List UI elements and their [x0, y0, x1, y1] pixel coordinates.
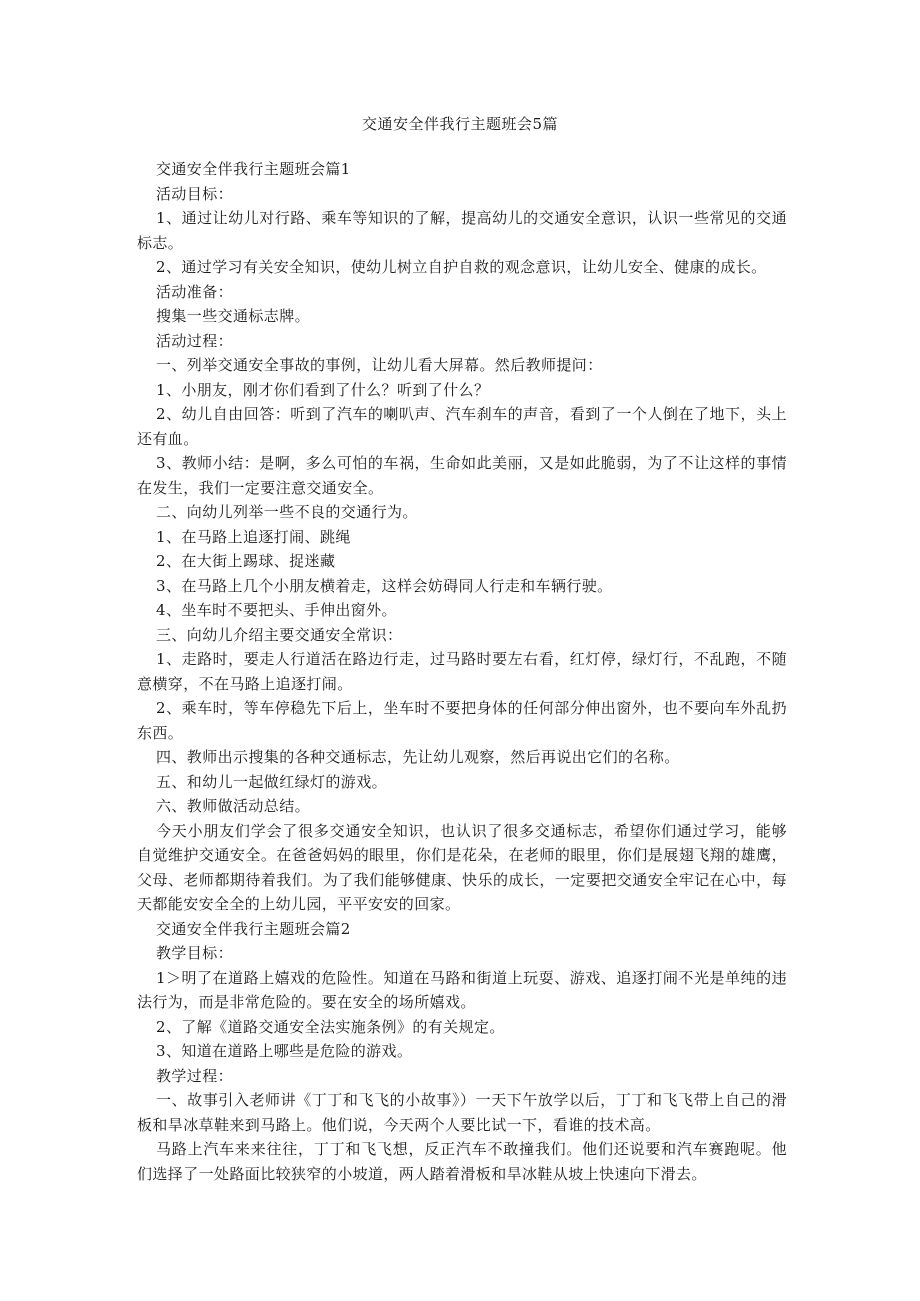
- document-body: [137, 157, 787, 1186]
- paragraph: 1、走路时，要走人行道活在路边行走，过马路时要左右看，红灯停，绿灯行，不乱跑，不随意横穿，不在马路上追逐打闹。: [137, 650, 787, 693]
- paragraph: 1＞明了在道路上嬉戏的危险性。知道在马路和街道上玩耍、游戏、追逐打闹不光是单纯的违法行为，而是非常危险的。要在安全的场所嬉戏。: [137, 968, 787, 1011]
- paragraph: 2、乘车时，等车停稳先下后上，坐车时不要把身体的任何部分伸出窗外，也不要向车外乱扔东西。: [137, 699, 787, 742]
- paragraph: 三、向幼儿介绍主要交通安全常识：: [156, 625, 403, 644]
- paragraph: 二、向幼儿列举一些不良的交通行为。: [156, 503, 418, 521]
- paragraph: 1、在马路上追逐打闹、跳绳: [156, 527, 351, 546]
- paragraph: 交通安全伴我行主题班会篇1: [156, 160, 351, 178]
- paragraph: 教学目标：: [156, 944, 234, 962]
- paragraph: 教学过程：: [156, 1066, 234, 1085]
- document-title: 交通安全伴我行主题班会5篇: [361, 115, 559, 133]
- paragraph: 4、坐车时不要把头、手伸出窗外。: [156, 601, 397, 619]
- paragraph: 2、幼儿自由回答：听到了汽车的喇叭声、汽车刹车的声音，看到了一个人倒在了地下，头上还有血。: [137, 405, 787, 448]
- paragraph: 3、教师小结：是啊，多么可怕的车祸，生命如此美丽，又是如此脆弱，为了不让这样的事情在发生，我们一定要注意交通安全。: [137, 454, 787, 497]
- paragraph: 3、知道在道路上哪些是危险的游戏。: [156, 1042, 413, 1060]
- paragraph: 1、小朋友，刚才你们看到了什么？听到了什么？: [156, 380, 490, 399]
- paragraph: 3、在马路上几个小朋友横着走，这样会妨碍同人行走和车辆行驶。: [156, 576, 613, 595]
- paragraph: 一、列举交通安全事故的事例，让幼儿看大屏幕。然后教师提问：: [156, 356, 603, 374]
- paragraph: 1、通过让幼儿对行路、乘车等知识的了解，提高幼儿的交通安全意识，认识一些常见的交通标志。: [137, 209, 787, 252]
- paragraph: 六、教师做活动总结。: [156, 797, 311, 815]
- paragraph: 一、故事引入老师讲《丁丁和飞飞的小故事》）一天下午放学以后，丁丁和飞飞带上自己的滑板和旱冰草鞋来到马路上。他们说，今天两个人要比试一下，看谁的技术高。: [137, 1091, 787, 1134]
- paragraph: 五、和幼儿一起做红绿灯的游戏。: [156, 772, 388, 791]
- paragraph: 2、在大街上踢球、捉迷藏: [156, 552, 336, 570]
- paragraph: 活动过程：: [156, 331, 234, 350]
- paragraph: 搜集一些交通标志牌。: [156, 307, 311, 325]
- paragraph: 今天小朋友们学会了很多交通安全知识，也认识了很多交通标志，希望你们通过学习，能够自觉维护交通安全。在爸爸妈妈的眼里，你们是花朵，在老师的眼里，你们是展翅飞翔的雄鹰，父母、老师都期待着我们。为了我们能够健康、快乐的成长，一定要把交通安全牢记在心中，每天都能安安全全的上幼儿园，平平安安的回家。: [137, 821, 787, 913]
- paragraph: 交通安全伴我行主题班会篇2: [156, 919, 351, 938]
- paragraph: 2、了解《道路交通安全法实施条例》的有关规定。: [156, 1017, 505, 1036]
- paragraph: 活动准备：: [156, 282, 234, 301]
- paragraph: 四、教师出示搜集的各种交通标志，先让幼儿观察，然后再说出它们的名称。: [156, 748, 680, 766]
- paragraph: 活动目标：: [156, 184, 234, 203]
- paragraph: 马路上汽车来来往往，丁丁和飞飞想，反正汽车不敢撞我们。他们还说要和汽车赛跑呢。他们选择了一处路面比较狭窄的小坡道，两人踏着滑板和旱冰鞋从坡上快速向下滑去。: [137, 1140, 787, 1183]
- paragraph: 2、通过学习有关安全知识，使幼儿树立自护自救的观念意识，让幼儿安全、健康的成长。: [156, 258, 767, 276]
